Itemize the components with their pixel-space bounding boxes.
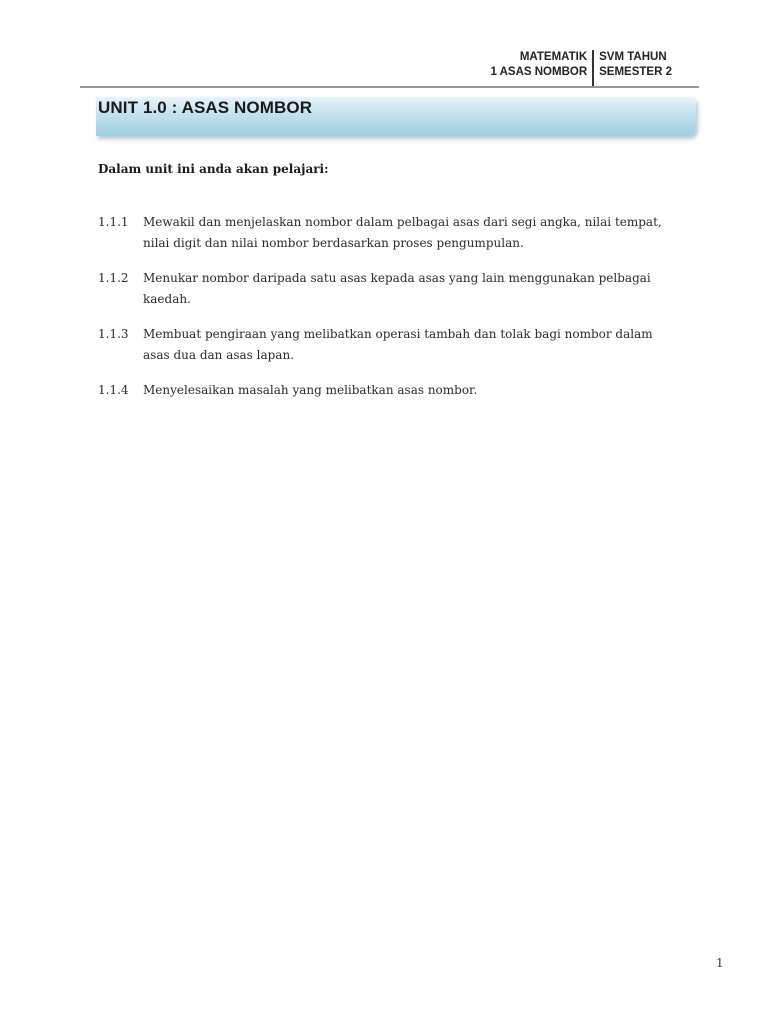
objective-text: Menyelesaikan masalah yang melibatkan asas nombor.: [143, 383, 478, 397]
header-subject-block: [490, 50, 594, 86]
objective-text: Mewakil dan menjelaskan nombor dalam pelbagai asas dari segi angka, nilai tempat, nilai digit dan nilai nombor berdasarkan proses pengumpulan.: [143, 215, 662, 250]
objectives-list: [98, 212, 668, 415]
objective-number: 1.1.2: [98, 271, 129, 285]
objective-number: 1.1.4: [98, 383, 129, 397]
header-level-block: [594, 50, 672, 86]
objective-item: [98, 324, 668, 366]
header-topic: 1 ASAS NOMBOR: [490, 66, 588, 78]
header-level: SVM TAHUN: [599, 51, 667, 63]
page-header: [490, 50, 672, 86]
header-semester: SEMESTER 2: [599, 66, 672, 78]
objective-item: [98, 268, 668, 310]
page-number: 1: [716, 956, 724, 970]
unit-title-banner: [96, 96, 696, 136]
intro-heading: Dalam unit ini anda akan pelajari:: [98, 162, 329, 176]
objective-number: 1.1.1: [98, 215, 129, 229]
header-subject: MATEMATIK: [519, 51, 588, 63]
objective-text: Membuat pengiraan yang melibatkan operasi tambah dan tolak bagi nombor dalam asas dua dan asas lapan.: [143, 327, 653, 362]
header-divider: [80, 86, 699, 88]
unit-title: UNIT 1.0 : ASAS NOMBOR: [98, 98, 313, 117]
objective-number: 1.1.3: [98, 327, 129, 341]
objective-text: Menukar nombor daripada satu asas kepada asas yang lain menggunakan pelbagai kaedah.: [143, 271, 651, 306]
objective-item: [98, 380, 668, 401]
objective-item: [98, 212, 668, 254]
